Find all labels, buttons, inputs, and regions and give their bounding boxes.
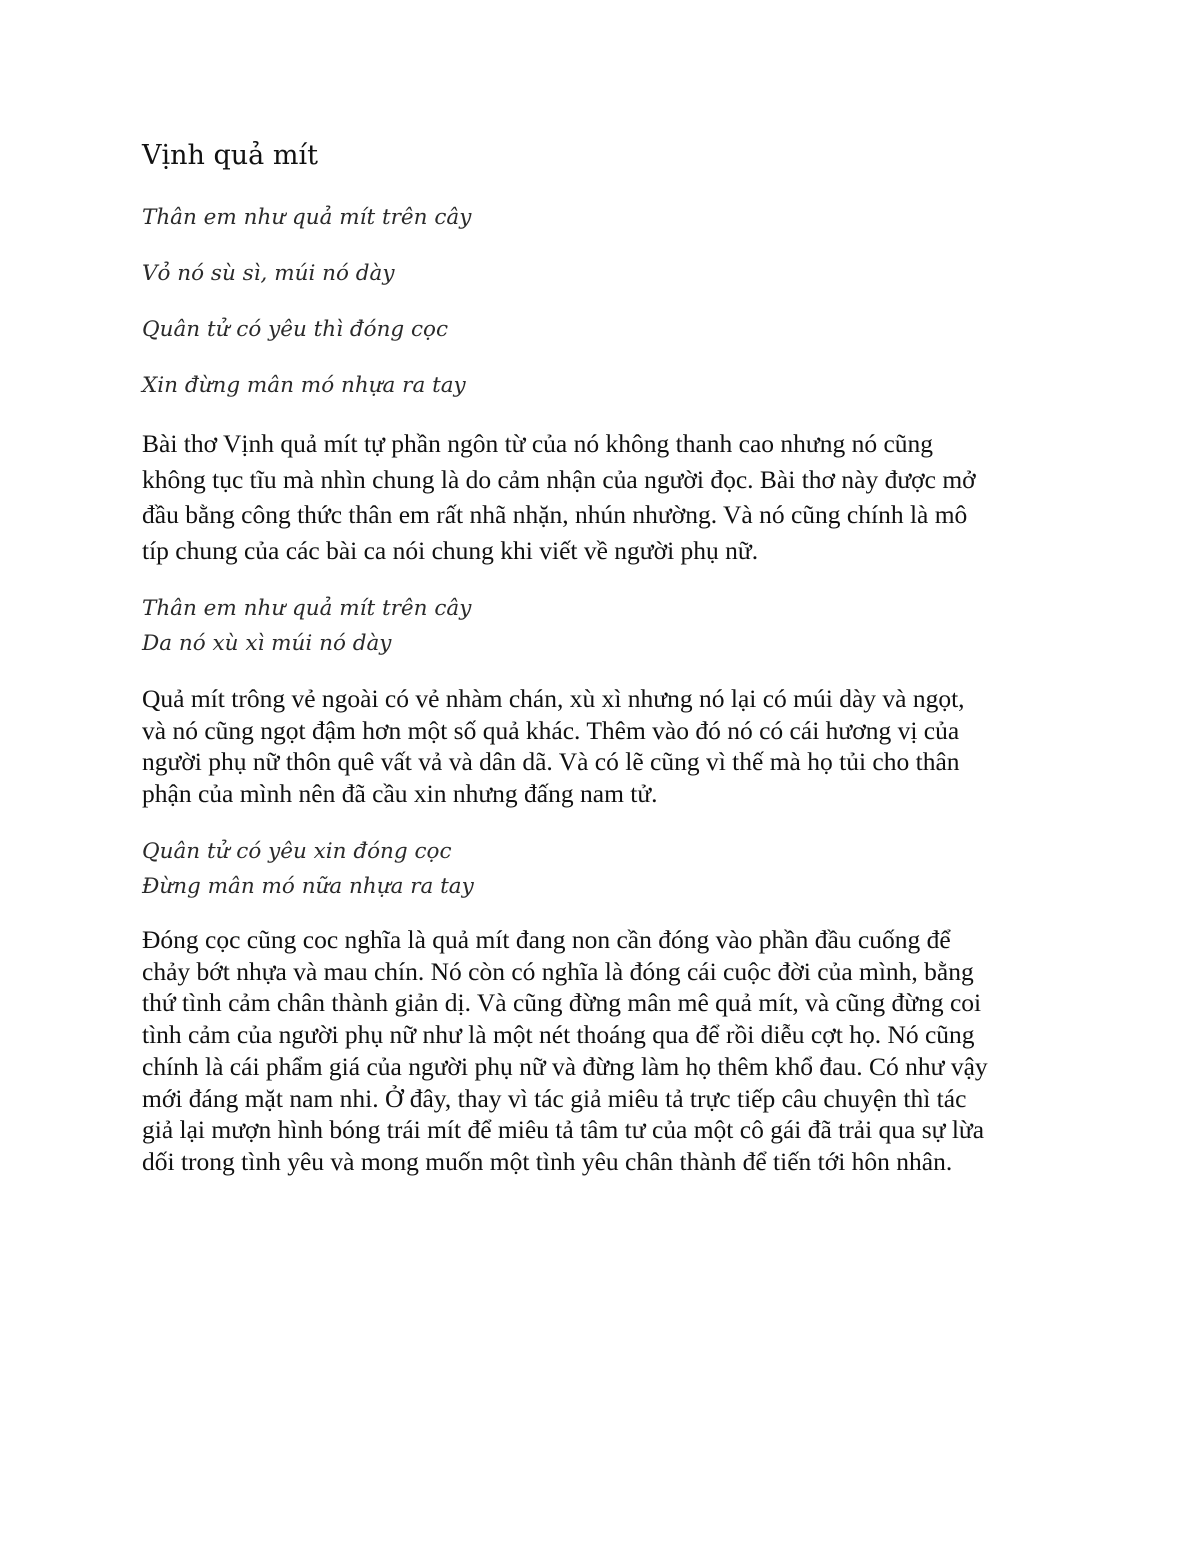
paragraph-line: và nó cũng ngọt đậm hơn một số quả khác. Thêm vào đó nó có cái hương vị của (142, 715, 960, 745)
paragraph-jackfruit (142, 683, 1072, 809)
paragraph-line: Bài thơ Vịnh quả mít tự phần ngôn từ của nó không thanh cao nhưng nó cũng (142, 429, 934, 458)
quote-couplet-2 (142, 834, 474, 904)
poem-line-3: Quân tử có yêu thì đóng cọc (142, 317, 449, 342)
paragraph-line: không tục tĩu mà nhìn chung là do cảm nhận của người đọc. Bài thơ này được mở (142, 464, 976, 494)
paragraph-line: chính là cái phẩm giá của người phụ nữ và đừng làm họ thêm khổ đau. Có như vậy (142, 1051, 988, 1081)
paragraph-line: tình cảm của người phụ nữ như là một nét thoáng qua để rồi diễu cợt họ. Nó cũng (142, 1020, 975, 1050)
paragraph-line: người phụ nữ thôn quê vất vả và dân dã. Và có lẽ cũng vì thế mà họ tủi cho thân (142, 747, 960, 776)
quote-line: Thân em như quả mít trên cây (142, 596, 472, 621)
paragraph-line: chảy bớt nhựa và mau chín. Nó còn có nghĩa là đóng cái cuộc đời của mình, bằng (142, 956, 974, 986)
paragraph-line: Quả mít trông vẻ ngoài có vẻ nhàm chán, xù xì nhưng nó lại có múi dày và ngọt, (142, 684, 965, 713)
quote-line: Đừng mân mó nữa nhựa ra tay (142, 874, 474, 899)
paragraph-line: thứ tình cảm chân thành giản dị. Và cũng đừng mân mê quả mít, và cũng đừng coi (142, 988, 982, 1018)
paragraph-line: típ chung của các bài ca nói chung khi viết về người phụ nữ. (142, 535, 759, 565)
paragraph-line: giả lại mượn hình bóng trái mít để miêu tả tâm tư của một cô gái đã trải qua sự lừa (142, 1115, 985, 1145)
paragraph-line: mới đáng mặt nam nhi. Ở đây, thay vì tác giả miêu tả trực tiếp câu chuyện thì tác (142, 1083, 967, 1113)
paragraph-line: dối trong tình yêu và mong muốn một tình yêu chân thành để tiến tới hôn nhân. (142, 1146, 953, 1176)
quote-line: Da nó xù xì múi nó dày (142, 631, 392, 656)
paragraph-intro (142, 426, 1072, 568)
document-title: Vịnh quả mít (142, 140, 318, 171)
quote-line: Quân tử có yêu xin đóng cọc (142, 839, 452, 864)
paragraph-conclusion (142, 924, 1072, 1178)
paragraph-line: đầu bằng công thức thân em rất nhã nhặn, nhún nhường. Và nó cũng chính là mô (142, 500, 968, 529)
quote-couplet-1 (142, 591, 471, 661)
paragraph-line: Đóng cọc cũng coc nghĩa là quả mít đang non cần đóng vào phần đầu cuống để (142, 925, 951, 954)
poem-line-1: Thân em như quả mít trên cây (142, 205, 472, 230)
paragraph-line: phận của mình nên đã cầu xin nhưng đấng nam tử. (142, 778, 658, 808)
poem-line-2: Vỏ nó sù sì, múi nó dày (142, 261, 395, 286)
poem-line-4: Xin đừng mân mó nhựa ra tay (142, 373, 466, 398)
